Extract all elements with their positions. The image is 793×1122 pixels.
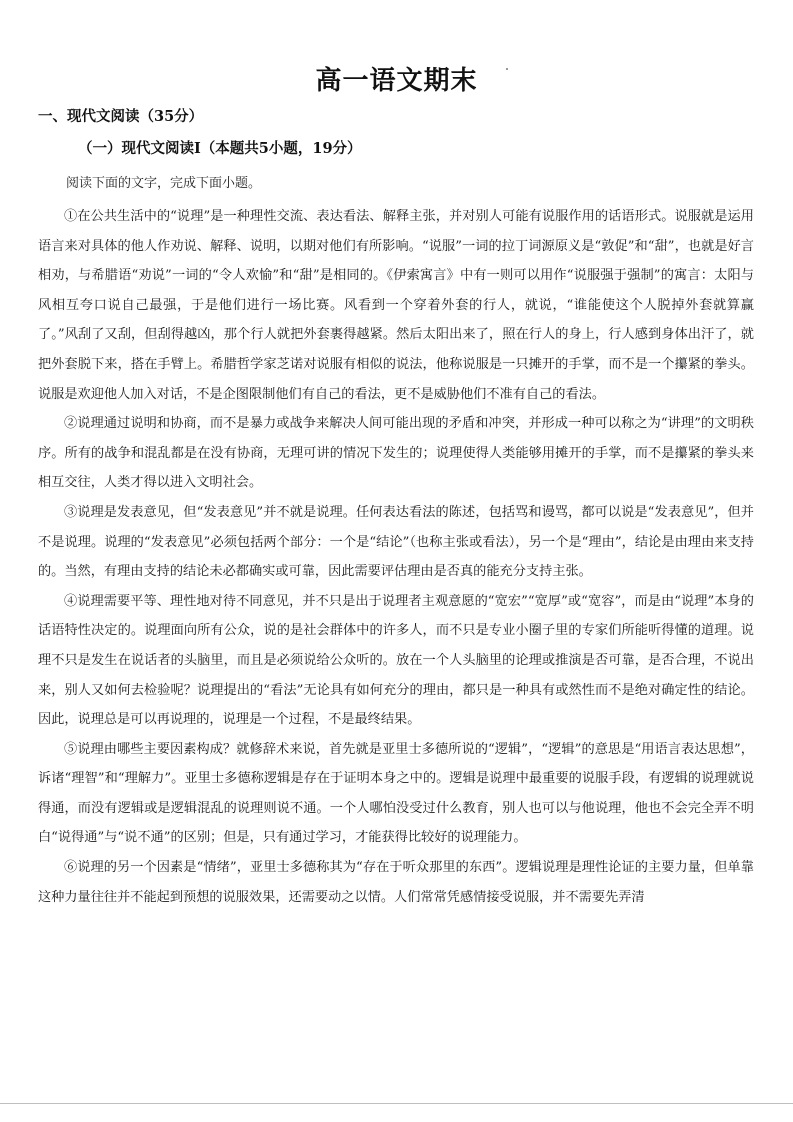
passage-body <box>38 202 754 912</box>
document-title: 高一语文期末 <box>315 66 478 96</box>
paragraph-2: ②说理通过说明和协商，而不是暴力或战争来解决人间可能出现的矛盾和冲突，并形成一种可以称之为“讲理”的文明秩序。所有的战争和混乱都是在没有协商，无理可讲的情况下发生的；说理使得人类能够用摊开的手掌，而不是攥紧的拳头来相互交往，人类才得以进入文明社会。 <box>38 416 754 491</box>
paragraph-4: ④说理需要平等、理性地对待不同意见，并不只是出于说理者主观意愿的“宽宏”“宽厚”或“宽容”，而是由“说理”本身的话语特性决定的。说理面向所有公众，说的是社会群体中的许多人，而不只是专业小圈子里的专家们所能听得懂的道理。说理不只是发生在说话者的头脑里，而且是必须说给公众听的。放在一个人头脑里的论理或推演是否可靠，是否合理，不说出来，别人又如何去检验呢？说理提出的“看法”无论具有如何充分的理由，都只是一种具有或然性而不是绝对确定性的结论。因此，说理总是可以再说理的，说理是一个过程，不是最终结果。 <box>38 593 754 728</box>
stray-dot <box>506 68 508 70</box>
paragraph-1: ①在公共生活中的“说理”是一种理性交流、表达看法、解释主张，并对别人可能有说服作用的话语形式。说服就是运用语言来对具体的他人作劝说、解释、说明，以期对他们有所影响。“说服”一词的拉丁词源原义是“敦促”和“甜”，也就是好言相劝，与希腊语“劝说”一词的“令人欢愉”和“甜”是相同的。《伊索寓言》中有一则可以用作“说服强于强制”的寓言：太阳与风相互夸口说自己最强，于是他们进行一场比赛。风看到一个穿着外套的行人，就说，“谁能使这个人脱掉外套就算赢了。”风刮了又刮，但刮得越凶，那个行人就把外套裹得越紧。然后太阳出来了，照在行人的身上，行人感到身体出汗了，就把外套脱下来，搭在手臂上。希腊哲学家芝诺对说服有相似的说法，他称说服是一只摊开的手掌，而不是一个攥紧的拳头。说服是欢迎他人加入对话，不是企图限制他们有自己的看法，更不是威胁他们不准有自己的看法。 <box>38 209 754 402</box>
section-heading: 一、现代文阅读（35分） <box>38 108 204 125</box>
reading-instruction: 阅读下面的文字，完成下面小题。 <box>66 176 262 191</box>
paragraph-3: ③说理是发表意见，但“发表意见”并不就是说理。任何表达看法的陈述，包括骂和谩骂，都可以说是“发表意见”，但并不是说理。说理的“发表意见”必须包括两个部分：一个是“结论”（也称主张或看法），另一个是“理由”，结论是由理由来支持的。当然，有理由支持的结论未必都确实或可靠，因此需要评估理由是否真的能充分支持主张。 <box>38 504 754 580</box>
page-bottom-divider <box>0 1103 793 1104</box>
subsection-heading: （一）现代文阅读Ⅰ（本题共5小题，19分） <box>78 140 362 157</box>
paragraph-6: ⑥说理的另一个因素是“情绪”，亚里士多德称其为“存在于听众那里的东西”。逻辑说理是理性论证的主要力量，但单靠这种力量往往并不能起到预想的说服效果，还需要动之以情。人们常常凭感情接受说服，并不需要先弄清 <box>38 860 754 905</box>
paragraph-5: ⑤说理由哪些主要因素构成？就修辞术来说，首先就是亚里士多德所说的“逻辑”，“逻辑”的意思是“用语言表达思想”，诉诸“理智”和“理解力”。亚里士多德称逻辑是存在于证明本身之中的。逻辑是说理中最重要的说服手段，有逻辑的说理就说得通，而没有逻辑或是逻辑混乱的说理则说不通。一个人哪怕没受过什么教育，别人也可以与他说理，他也不会完全弄不明白“说得通”与“说不通”的区别；但是，只有通过学习，才能获得比较好的说理能力。 <box>38 741 754 846</box>
